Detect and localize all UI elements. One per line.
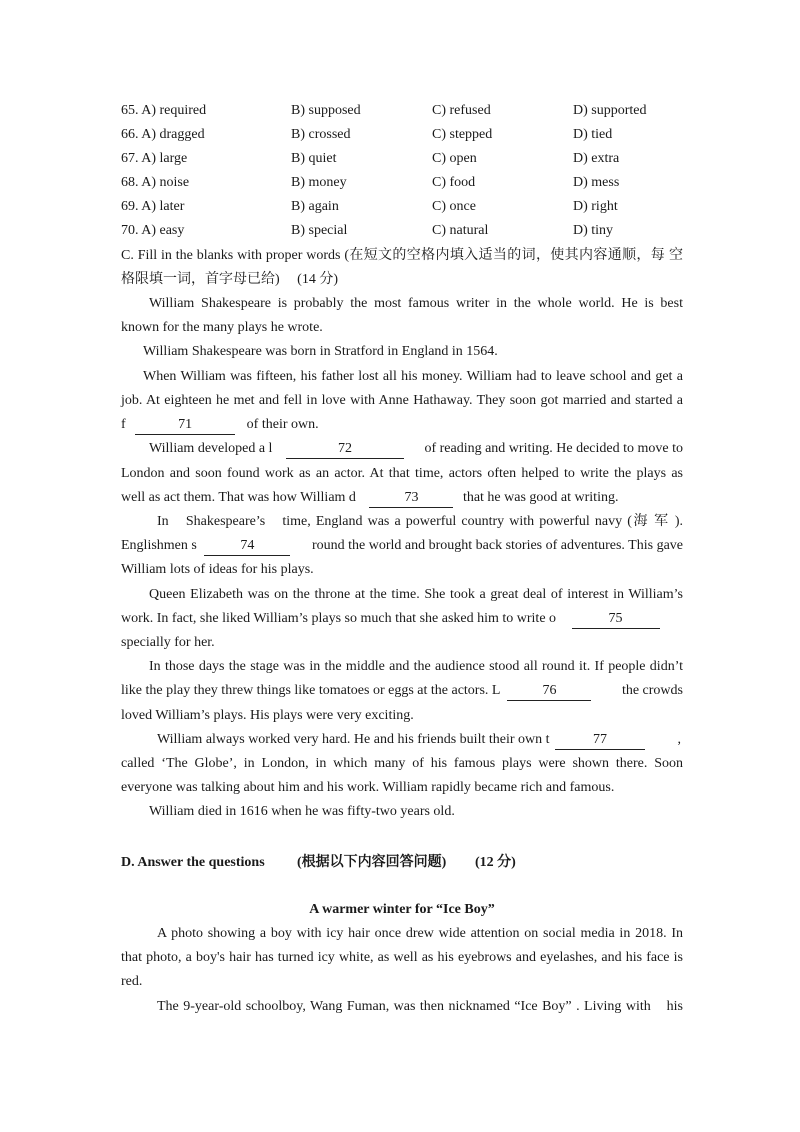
passage-line: specially for her. bbox=[121, 635, 215, 650]
article-line: The 9-year-old schoolboy, Wang Fuman, was then nicknamed “Ice Boy” . Living with his bbox=[157, 999, 683, 1014]
article-line: A photo showing a boy with icy hair once drew wide attention on social media in 2018. In bbox=[157, 926, 683, 941]
passage-text: of reading and writing. He decided to move to bbox=[424, 441, 683, 456]
option-a: 68. A) noise bbox=[121, 175, 190, 190]
option-c: C) once bbox=[432, 199, 476, 214]
article-title: A warmer winter for “Ice Boy” bbox=[309, 902, 495, 917]
passage-text: like the play they threw things like tomatoes or eggs at the actors. L bbox=[121, 683, 500, 698]
passage-line: William Shakespeare was born in Stratford in England in 1564. bbox=[143, 344, 498, 359]
passage-line: London and soon found work as an actor. At that time, actors often helped to write the plays as bbox=[121, 466, 683, 481]
passage-line: job. At eighteen he met and fell in love with Anne Hathaway. They soon got married and started a bbox=[121, 393, 683, 408]
section-d-instruction: (根据以下内容回答问题) bbox=[297, 855, 447, 870]
option-a: 70. A) easy bbox=[121, 223, 185, 238]
blank-73[interactable]: 73 bbox=[369, 489, 453, 508]
option-c: C) food bbox=[432, 175, 476, 190]
passage-line: In Shakespeare’s time, England was a powerful country with powerful navy (海 军 ). bbox=[157, 514, 683, 529]
passage-line: When William was fifteen, his father lost all his money. William had to leave school and get a bbox=[143, 369, 683, 384]
passage-text: work. In fact, she liked William’s plays so much that she asked him to write o bbox=[121, 611, 557, 626]
blank-72[interactable]: 72 bbox=[286, 440, 404, 459]
passage-text: William always worked very hard. He and his friends built their own t bbox=[157, 732, 550, 747]
blank-77[interactable]: 77 bbox=[555, 731, 645, 750]
option-c: C) open bbox=[432, 151, 477, 166]
section-c-instruction-cont: 格限填一词，首字母已给) (14 分) bbox=[121, 272, 338, 287]
blank-76[interactable]: 76 bbox=[507, 682, 591, 701]
passage-line: In those days the stage was in the middle and the audience stood all round it. If people didn’t bbox=[149, 659, 683, 674]
option-a: 65. A) required bbox=[121, 103, 207, 118]
passage-line: called ‘The Globe’, in London, in which many of his famous plays were shown there. Soon bbox=[121, 756, 683, 771]
option-b: B) money bbox=[291, 175, 347, 190]
option-b: B) crossed bbox=[291, 127, 351, 142]
section-d-title: D. Answer the questions bbox=[121, 855, 265, 870]
option-a: 66. A) dragged bbox=[121, 127, 205, 142]
option-b: B) again bbox=[291, 199, 339, 214]
option-a: 69. A) later bbox=[121, 199, 185, 214]
option-c: C) refused bbox=[432, 103, 491, 118]
option-b: B) quiet bbox=[291, 151, 337, 166]
article-line: red. bbox=[121, 974, 143, 989]
option-d: D) extra bbox=[573, 151, 620, 166]
passage-line bbox=[121, 680, 683, 702]
section-c-instruction: C. Fill in the blanks with proper words (在短文的空格内填入适当的词，使其内容通顺，每 空 bbox=[121, 248, 683, 263]
passage-text: of their own. bbox=[246, 417, 319, 432]
option-c: C) stepped bbox=[432, 127, 493, 142]
passage-line: loved William’s plays. His plays were very exciting. bbox=[121, 708, 414, 723]
passage-line: everyone was talking about him and his work. William rapidly became rich and famous. bbox=[121, 780, 615, 795]
blank-75[interactable]: 75 bbox=[572, 610, 660, 629]
option-c: C) natural bbox=[432, 223, 489, 238]
article-line: that photo, a boy's hair has turned icy white, as well as his eyebrows and eyelashes, and his face is bbox=[121, 950, 683, 965]
passage-line bbox=[121, 487, 683, 509]
passage-line bbox=[121, 414, 683, 436]
passage-text: the crowds bbox=[621, 683, 683, 698]
option-a: 67. A) large bbox=[121, 151, 188, 166]
section-d-heading bbox=[121, 852, 516, 874]
option-d: D) supported bbox=[573, 103, 647, 118]
option-d: D) tiny bbox=[573, 223, 614, 238]
passage-line bbox=[149, 438, 683, 460]
passage-text: William developed a l bbox=[149, 441, 273, 456]
passage-line bbox=[157, 729, 683, 751]
option-b: B) supposed bbox=[291, 103, 361, 118]
section-d-score: (12 分) bbox=[475, 855, 516, 870]
passage-text: Englishmen s bbox=[121, 538, 197, 553]
blank-hint: f bbox=[121, 417, 126, 432]
option-b: B) special bbox=[291, 223, 348, 238]
passage-line bbox=[121, 608, 683, 630]
passage-text: , bbox=[677, 732, 681, 747]
passage-text: well as act them. That was how William d bbox=[121, 490, 356, 505]
passage-line bbox=[121, 535, 683, 557]
passage-line: William lots of ideas for his plays. bbox=[121, 562, 314, 577]
passage-line: William died in 1616 when he was fifty-two years old. bbox=[149, 804, 455, 819]
option-d: D) mess bbox=[573, 175, 620, 190]
option-d: D) tied bbox=[573, 127, 613, 142]
passage-line: William Shakespeare is probably the most famous writer in the whole world. He is best bbox=[149, 296, 683, 311]
passage-line: known for the many plays he wrote. bbox=[121, 320, 323, 335]
option-d: D) right bbox=[573, 199, 618, 214]
passage-text: round the world and brought back stories of adventures. This gave bbox=[311, 538, 683, 553]
passage-line: Queen Elizabeth was on the throne at the time. She took a great deal of interest in William’s bbox=[149, 587, 683, 602]
blank-71[interactable]: 71 bbox=[135, 416, 235, 435]
passage-text: that he was good at writing. bbox=[462, 490, 619, 505]
blank-74[interactable]: 74 bbox=[204, 537, 290, 556]
